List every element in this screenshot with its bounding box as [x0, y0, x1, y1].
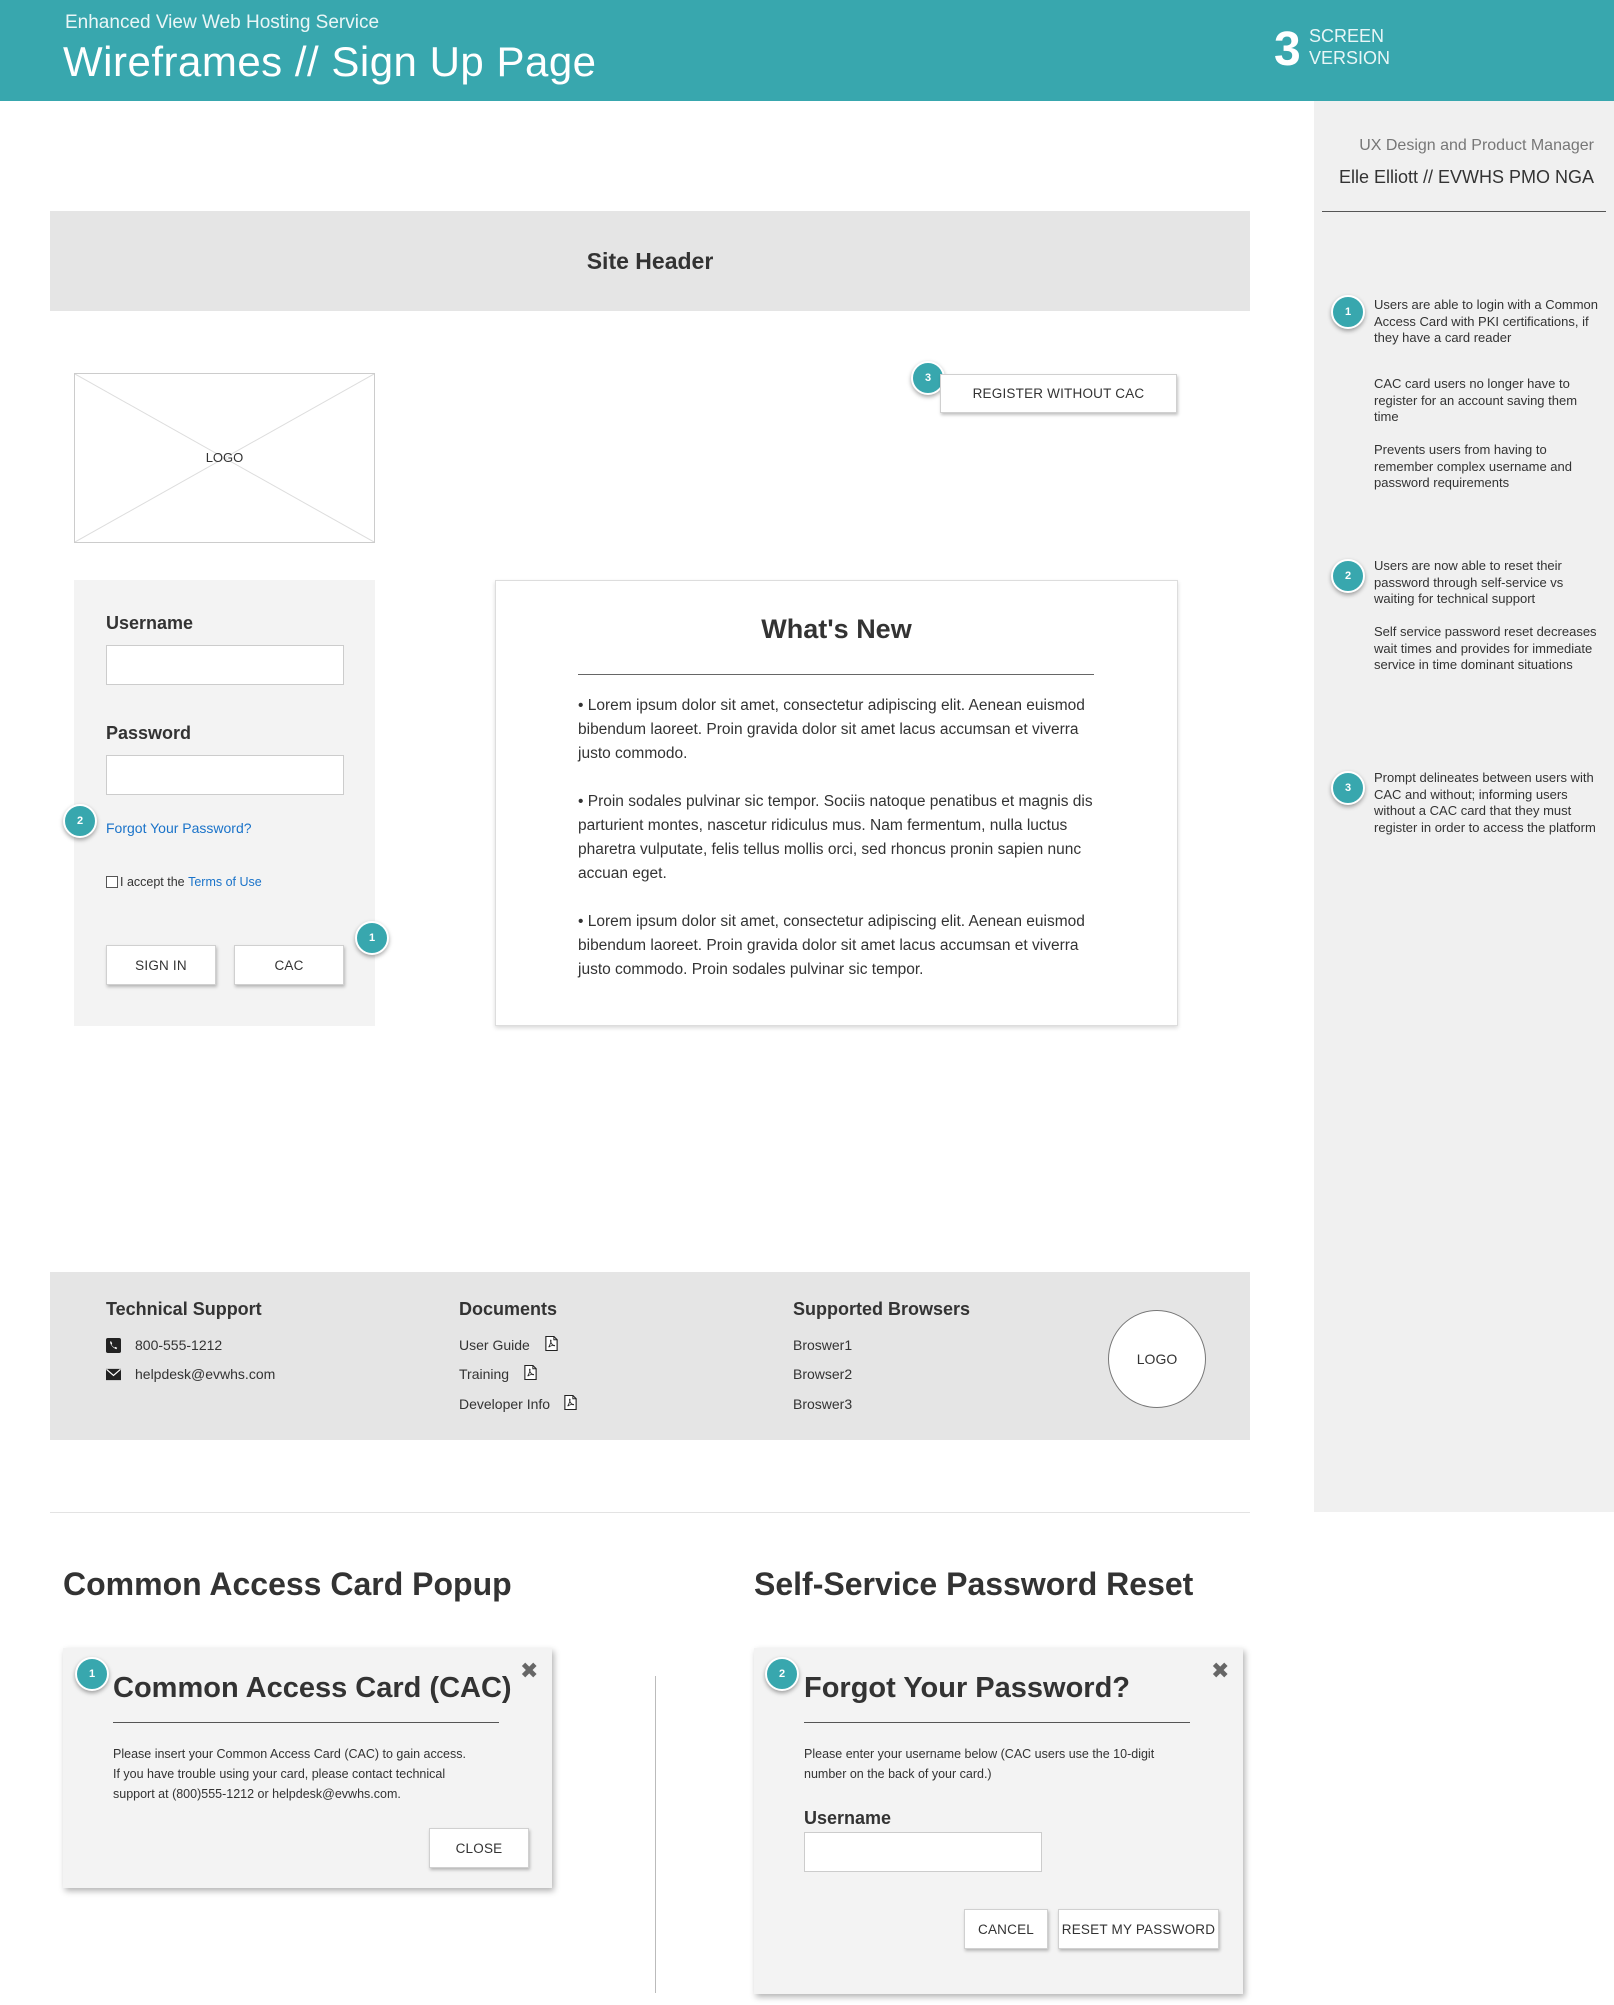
reset-popup-line: Please enter your username below (CAC users use the 10-digit — [804, 1747, 1155, 1761]
banner-subtitle: Enhanced View Web Hosting Service — [65, 12, 380, 33]
cac-popup-line: If you have trouble using your card, please contact technical — [113, 1767, 446, 1781]
cac-popup-divider — [113, 1722, 499, 1723]
annotation-badge-2: 2 — [765, 1657, 799, 1691]
mail-icon — [106, 1367, 121, 1382]
note-1-text-b: CAC card users no longer have to register for an account saving them time — [1374, 376, 1578, 424]
annotation-badge-1: 1 — [355, 921, 389, 955]
annotation-badge-3: 3 — [911, 361, 945, 395]
screen-version-label — [1309, 25, 1390, 69]
banner-title: Wireframes // Sign Up Page — [63, 38, 597, 85]
browser-item: Broswer3 — [793, 1396, 853, 1412]
title-banner — [0, 0, 1614, 101]
pdf-icon — [523, 1365, 538, 1380]
annotation-panel — [1314, 101, 1614, 1512]
whats-new-item: • Lorem ipsum dolor sit amet, consectetur adipiscing elit. Aenean euismod bibendum laoreet. Proin gravida dolor sit amet lacus accumsan et viverra justo commodo. — [578, 697, 1085, 762]
password-input[interactable] — [106, 755, 344, 795]
reset-popup-message — [804, 1744, 1154, 1784]
browsers-heading: Supported Browsers — [793, 1299, 971, 1319]
whats-new-panel — [495, 580, 1178, 1026]
reset-password-popup — [754, 1648, 1243, 1994]
support-phone[interactable]: 800-555-1212 — [135, 1337, 223, 1353]
note-badge-2: 2 — [1331, 559, 1365, 593]
note-badge-1: 1 — [1331, 295, 1365, 329]
reset-popup-divider — [804, 1722, 1190, 1723]
whats-new-item: • Proin sodales pulvinar sic tempor. Sociis natoque penatibus et magnis dis parturient montes, nascetur ridiculus mus. Nam fermentum, nulla luctus pharetra vulputate, felis tellus mollis orci, sed rhoncus pronin sapien nunc accuan eget. — [578, 793, 1093, 882]
note-2-text-a: Users are now able to reset their password through self-service vs waiting for technical support — [1374, 558, 1564, 606]
note-1-text-c: Prevents users from having to remember complex username and password requirements — [1374, 442, 1572, 490]
phone-icon — [106, 1338, 121, 1353]
site-footer — [50, 1272, 1250, 1440]
browser-item: Broswer1 — [793, 1337, 853, 1353]
cac-popup-line: Please insert your Common Access Card (CAC) to gain access. — [113, 1747, 466, 1761]
footer-logo: LOGO — [1108, 1310, 1206, 1408]
support-heading: Technical Support — [106, 1299, 262, 1319]
sign-in-button[interactable]: SIGN IN — [106, 945, 216, 985]
login-panel — [74, 580, 375, 1026]
reset-my-password-button[interactable]: RESET MY PASSWORD — [1058, 1909, 1219, 1949]
note-badge-3: 3 — [1331, 771, 1365, 805]
annotation-badge-1: 1 — [75, 1657, 109, 1691]
whats-new-heading: What's New — [761, 614, 912, 644]
terms-prefix: I accept the — [120, 875, 189, 889]
cac-popup-heading: Common Access Card (CAC) — [113, 1672, 512, 1704]
note-1-text-a: Users are able to login with a Common Access Card with PKI certifications, if they have a card reader — [1374, 297, 1598, 345]
reset-username-label: Username — [804, 1808, 892, 1828]
whats-new-divider — [578, 674, 1094, 675]
version-label: VERSION — [1309, 48, 1391, 68]
screen-number: 3 — [1274, 23, 1301, 76]
note-3-text-a: Prompt delineates between users with CAC and without; informing users without a CAC card that they must register in order to access the platform — [1374, 770, 1596, 835]
whats-new-item: • Lorem ipsum dolor sit amet, consectetur adipiscing elit. Aenean euismod bibendum laoreet. Proin gravida dolor sit amet lacus accumsan et viverra justo commodo. Proin sodales pulvinar sic tempor. — [578, 913, 1085, 978]
developer-info-link[interactable]: Developer Info — [459, 1396, 551, 1412]
close-button[interactable]: CLOSE — [429, 1828, 529, 1868]
site-header: Site Header — [50, 211, 1250, 311]
reset-section-title: Self-Service Password Reset — [754, 1566, 1194, 1602]
terms-checkbox[interactable] — [106, 876, 118, 888]
support-email[interactable]: helpdesk@evwhs.com — [135, 1366, 276, 1382]
close-icon[interactable]: ✖ — [520, 1658, 539, 1683]
author-name: Elle Elliott // EVWHS PMO NGA — [1338, 167, 1594, 187]
section-divider — [50, 1512, 1250, 1513]
logo-label: LOGO — [205, 450, 244, 465]
documents-heading: Documents — [459, 1299, 558, 1319]
terms-row — [106, 875, 262, 889]
register-without-cac-button[interactable]: REGISTER WITHOUT CAC — [940, 374, 1177, 413]
username-input[interactable] — [106, 645, 344, 685]
user-guide-link[interactable]: User Guide — [459, 1337, 530, 1353]
cac-popup-section-title: Common Access Card Popup — [63, 1566, 512, 1602]
popup-divider — [655, 1676, 656, 1993]
annotation-badge-2: 2 — [63, 804, 97, 838]
reset-popup-heading: Forgot Your Password? — [804, 1672, 1131, 1704]
screen-label: SCREEN — [1309, 26, 1385, 46]
note-2-text-b: Self service password reset decreases wait times and provides for immediate service in time dominant situations — [1374, 624, 1597, 672]
cac-popup-line: support at (800)555-1212 or helpdesk@evwhs.com. — [113, 1787, 401, 1801]
browser-item: Browser2 — [793, 1366, 853, 1382]
cac-popup — [63, 1648, 552, 1888]
reset-popup-line: number on the back of your card.) — [804, 1767, 992, 1781]
notes-divider — [1322, 211, 1606, 212]
username-label: Username — [106, 613, 194, 633]
reset-username-input[interactable] — [804, 1832, 1042, 1872]
cac-button[interactable]: CAC — [234, 945, 344, 985]
pdf-icon — [544, 1336, 559, 1351]
pdf-icon — [563, 1395, 578, 1410]
forgot-password-link[interactable]: Forgot Your Password? — [106, 820, 252, 836]
terms-of-use-link[interactable]: Terms of Use — [188, 875, 262, 889]
author-role: UX Design and Product Manager — [1359, 137, 1594, 154]
training-link[interactable]: Training — [459, 1366, 510, 1382]
cac-popup-message — [113, 1744, 466, 1804]
cancel-button[interactable]: CANCEL — [964, 1909, 1048, 1949]
password-label: Password — [106, 723, 192, 743]
logo-placeholder — [74, 373, 375, 543]
close-icon[interactable]: ✖ — [1211, 1658, 1230, 1683]
